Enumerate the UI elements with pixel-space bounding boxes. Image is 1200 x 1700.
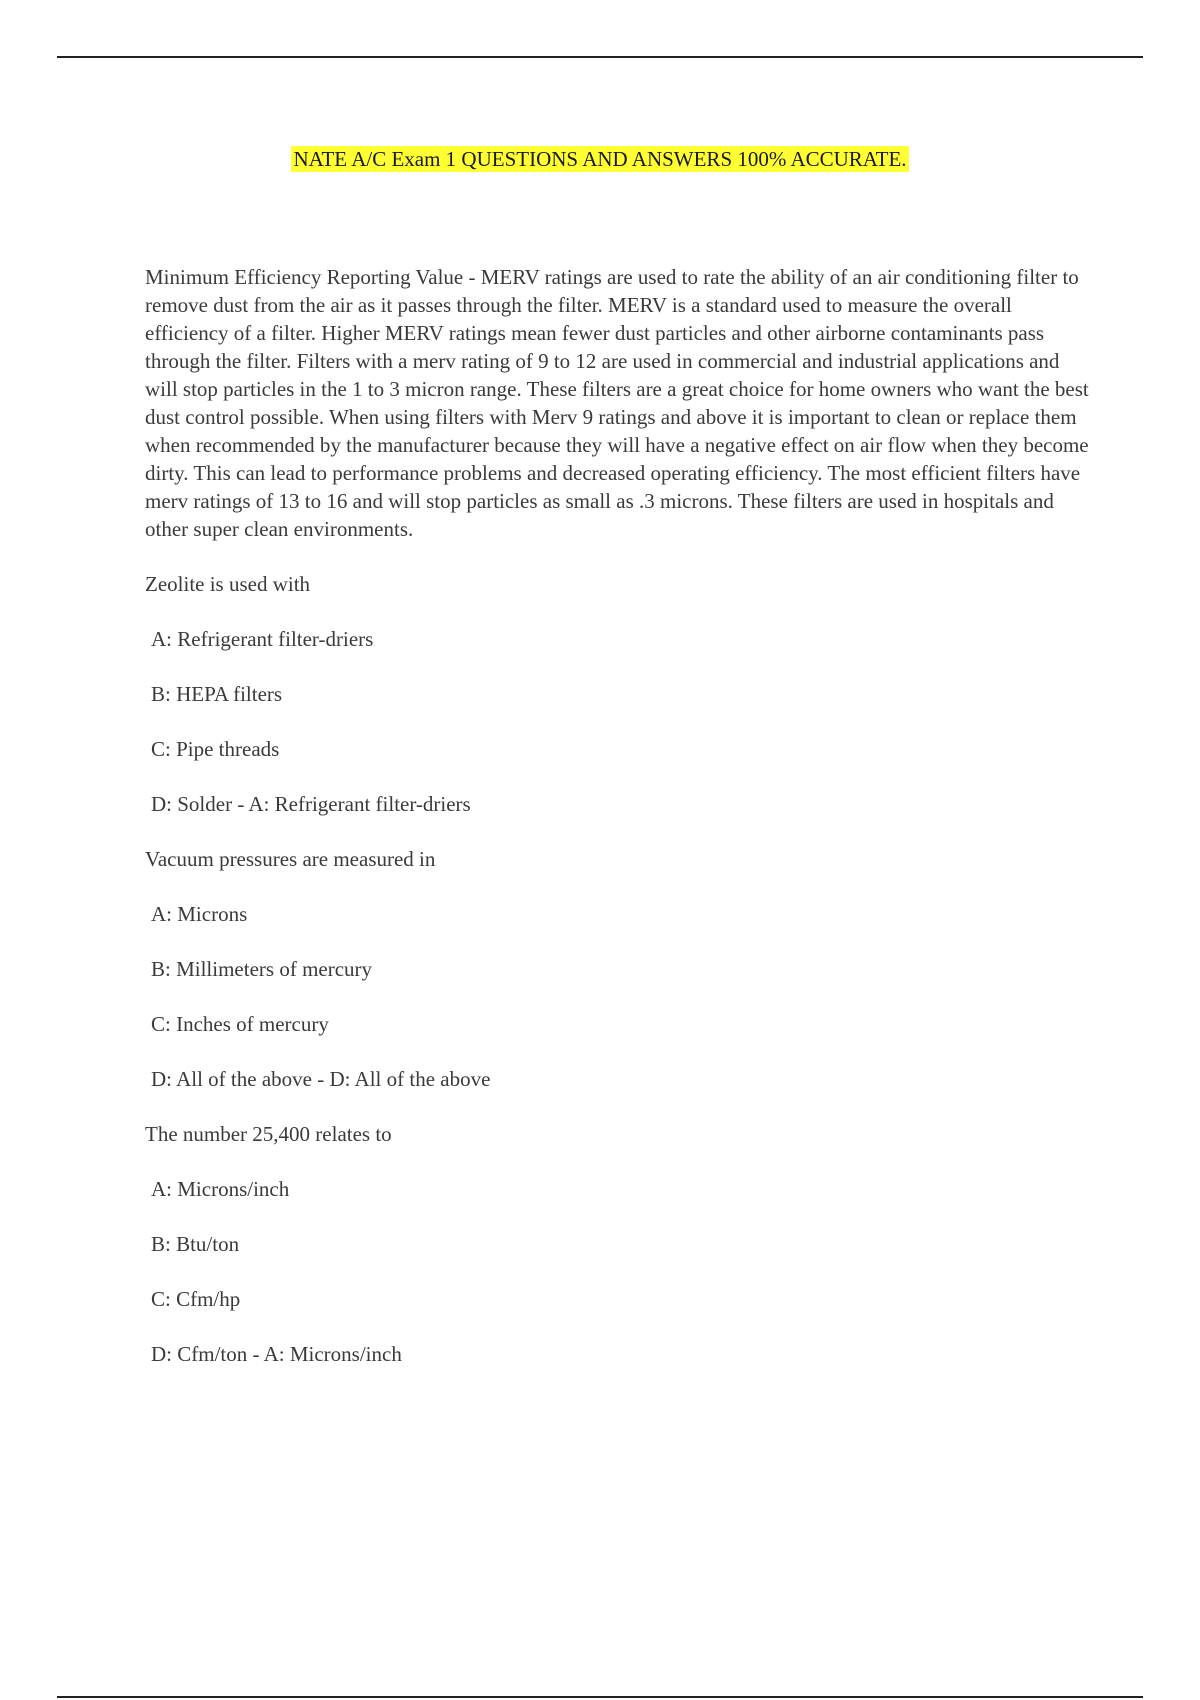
question-block [145,845,1095,1093]
question-text: The number 25,400 relates to [145,1122,392,1146]
answer-option: A: Microns/inch [151,1177,290,1201]
document-body [145,263,1095,1368]
answer-option: C: Inches of mercury [151,1012,329,1036]
intro-paragraph: Minimum Efficiency Reporting Value - MERV ratings are used to rate the ability of an air conditioning filter to remove dust from the air as it passes through the filter. MERV is a standard used to measure the overall efficiency of a filter. Higher MERV ratings mean fewer dust particles and other airborne contaminants pass through the filter. Filters with a merv rating of 9 to 12 are used in commercial and industrial applications and will stop particles in the 1 to 3 micron range. These filters are a great choice for home owners who want the best dust control possible. When using filters with Merv 9 ratings and above it is important to clean or replace them when recommended by the manufacturer because they will have a negative effect on air flow when they become dirty. This can lead to performance problems and decreased operating efficiency. The most efficient filters have merv ratings of 13 to 16 and will stop particles as small as .3 microns. These filters are used in hospitals and other super clean environments. [145,265,1089,541]
answer-option: C: Cfm/hp [151,1287,241,1311]
answer-option: B: Millimeters of mercury [151,957,373,981]
answer-option: D: All of the above - D: All of the above [151,1067,491,1091]
answer-option: B: Btu/ton [151,1232,240,1256]
answer-option: D: Cfm/ton - A: Microns/inch [151,1342,402,1366]
answer-option: C: Pipe threads [151,737,280,761]
answer-option: B: HEPA filters [151,682,283,706]
question-block [145,570,1095,818]
title-block [0,146,1200,172]
question-block [145,1120,1095,1368]
answer-option: D: Solder - A: Refrigerant filter-driers [151,792,471,816]
answer-option: A: Microns [151,902,248,926]
question-text: Zeolite is used with [145,572,311,596]
document-title: NATE A/C Exam 1 QUESTIONS AND ANSWERS 100% ACCURATE. [293,147,907,171]
top-rule [57,56,1143,58]
bottom-rule [57,1696,1143,1698]
answer-option: A: Refrigerant filter-driers [151,627,374,651]
question-text: Vacuum pressures are measured in [145,847,436,871]
